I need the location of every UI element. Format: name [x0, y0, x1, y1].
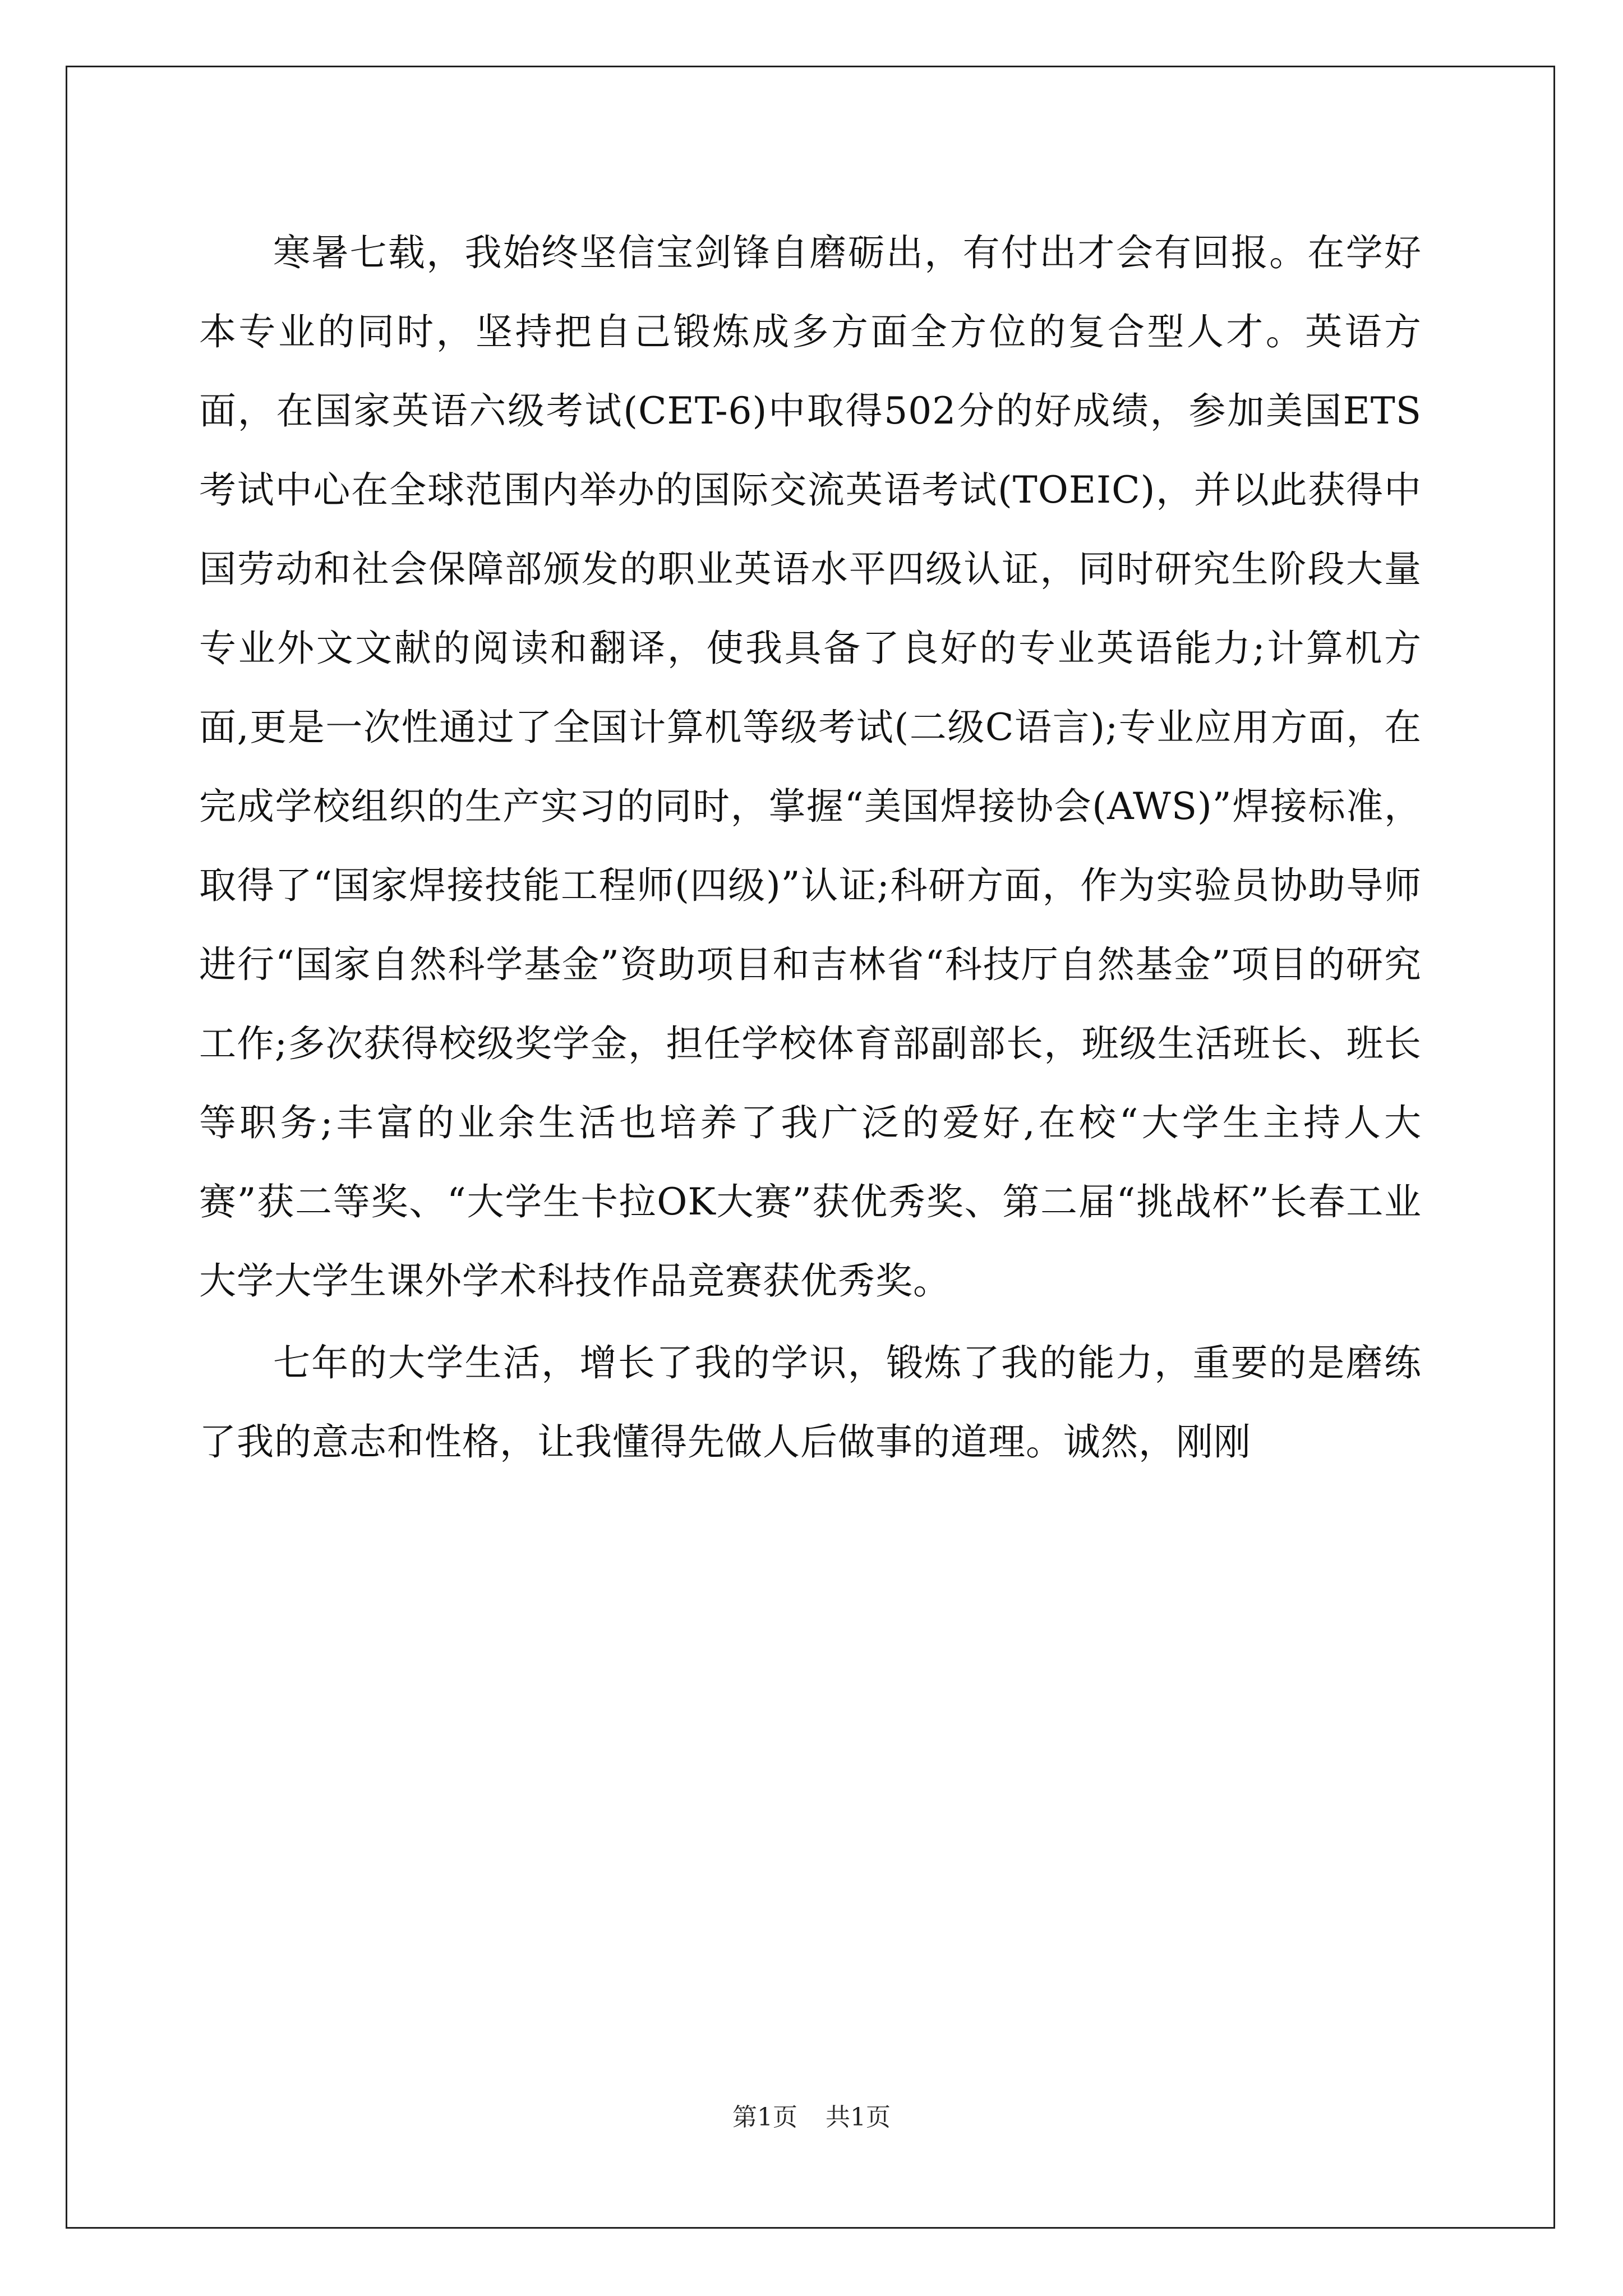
- paragraph-university-life: 七年的大学生活，增长了我的学识，锻炼了我的能力，重要的是磨练了我的意志和性格，让我懂得先做人后做事的道理。诚然，刚刚: [199, 1341, 1422, 1464]
- page-number: 第1页: [732, 2103, 797, 2132]
- page-total: 共1页: [826, 2103, 891, 2132]
- document-body: [199, 213, 1422, 1481]
- paragraph-achievements: 寒暑七载，我始终坚信宝剑锋自磨砺出，有付出才会有回报。在学好本专业的同时，坚持把自己锻炼成多方面全方位的复合型人才。英语方面，在国家英语六级考试(CET-6)中取得502分的好成绩，参加美国ETS考试中心在全球范围内举办的国际交流英语考试(TOEIC)，并以此获得中国劳动和社会保障部颁发的职业英语水平四级认证，同时研究生阶段大量专业外文文献的阅读和翻译，使我具备了良好的专业英语能力;计算机方面,更是一次性通过了全国计算机等级考试(二级C语言);专业应用方面，在完成学校组织的生产实习的同时，掌握“美国焊接协会(AWS)”焊接标准，取得了“国家焊接技能工程师(四级)”认证;科研方面，作为实验员协助导师进行“国家自然科学基金”资助项目和吉林省“科技厅自然基金”项目的研究工作;多次获得校级奖学金，担任学校体育部副部长，班级生活班长、班长等职务;丰富的业余生活也培养了我广泛的爱好,在校“大学生主持人大赛”获二等奖、“大学生卡拉OK大赛”获优秀奖、第二届“挑战杯”长春工业大学大学生课外学术科技作品竞赛获优秀奖。: [199, 231, 1422, 1303]
- page-footer: [0, 2097, 1623, 2133]
